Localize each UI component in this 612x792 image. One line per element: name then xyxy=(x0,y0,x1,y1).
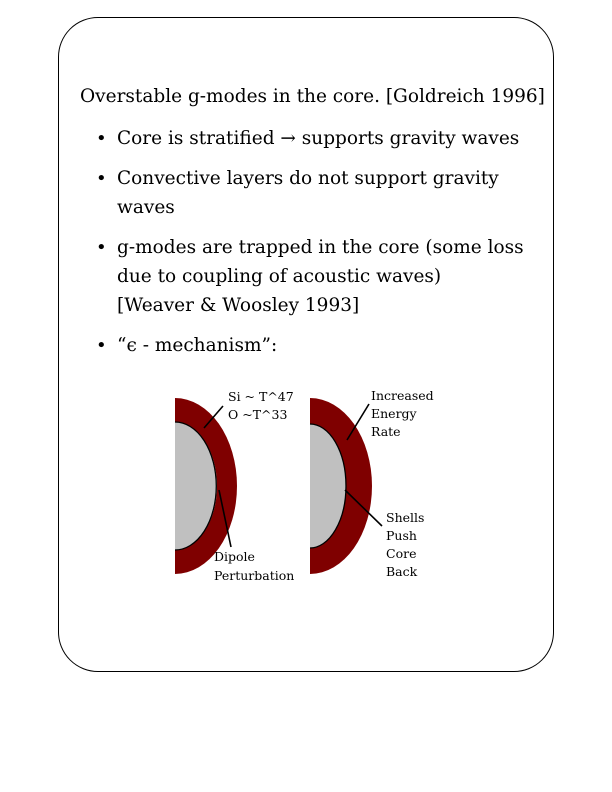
bullet-text: “ϵ - mechanism”: xyxy=(117,335,278,356)
bullet-text: due to coupling of acoustic waves) xyxy=(117,266,442,287)
right-shells-label-line1: Shells xyxy=(386,510,425,525)
bullet-text: g-modes are trapped in the core (some loss xyxy=(117,237,524,258)
bullet-dot-icon: • xyxy=(96,168,107,189)
left-star-diagram xyxy=(175,389,294,583)
bullet-item xyxy=(96,124,536,153)
bullet-text: [Weaver & Woosley 1993] xyxy=(117,295,360,316)
left-perturbation-label-line2: Perturbation xyxy=(214,568,295,583)
bullet-dot-icon: • xyxy=(96,335,107,356)
right-shells-label-line4: Back xyxy=(386,564,418,579)
bullet-item xyxy=(96,164,536,222)
right-energy-label-line3: Rate xyxy=(371,424,401,439)
bullet-item xyxy=(96,331,536,360)
bullet-dot-icon: • xyxy=(96,128,107,149)
bullet-item xyxy=(96,233,536,320)
slide-title: Overstable g-modes in the core. [Goldreich 1996] xyxy=(80,86,545,107)
left-perturbation-label-line1: Dipole xyxy=(214,549,255,564)
bullet-list xyxy=(96,124,536,371)
right-shells-label-line2: Push xyxy=(386,528,417,543)
right-shells-label-line3: Core xyxy=(386,546,417,561)
right-energy-label-line2: Energy xyxy=(371,406,417,421)
bullet-text: Core is stratified → supports gravity waves xyxy=(117,128,520,149)
bullet-text: waves xyxy=(117,197,175,218)
bullet-text: Convective layers do not support gravity xyxy=(117,168,499,189)
left-rates-label-line2: O ~T^33 xyxy=(228,407,288,422)
right-energy-label-line1: Increased xyxy=(371,388,434,403)
right-star-diagram xyxy=(310,388,434,579)
bullet-dot-icon: • xyxy=(96,237,107,258)
epsilon-mechanism-diagram xyxy=(170,384,440,589)
left-rates-label-line1: Si ~ T^47 xyxy=(228,389,294,404)
